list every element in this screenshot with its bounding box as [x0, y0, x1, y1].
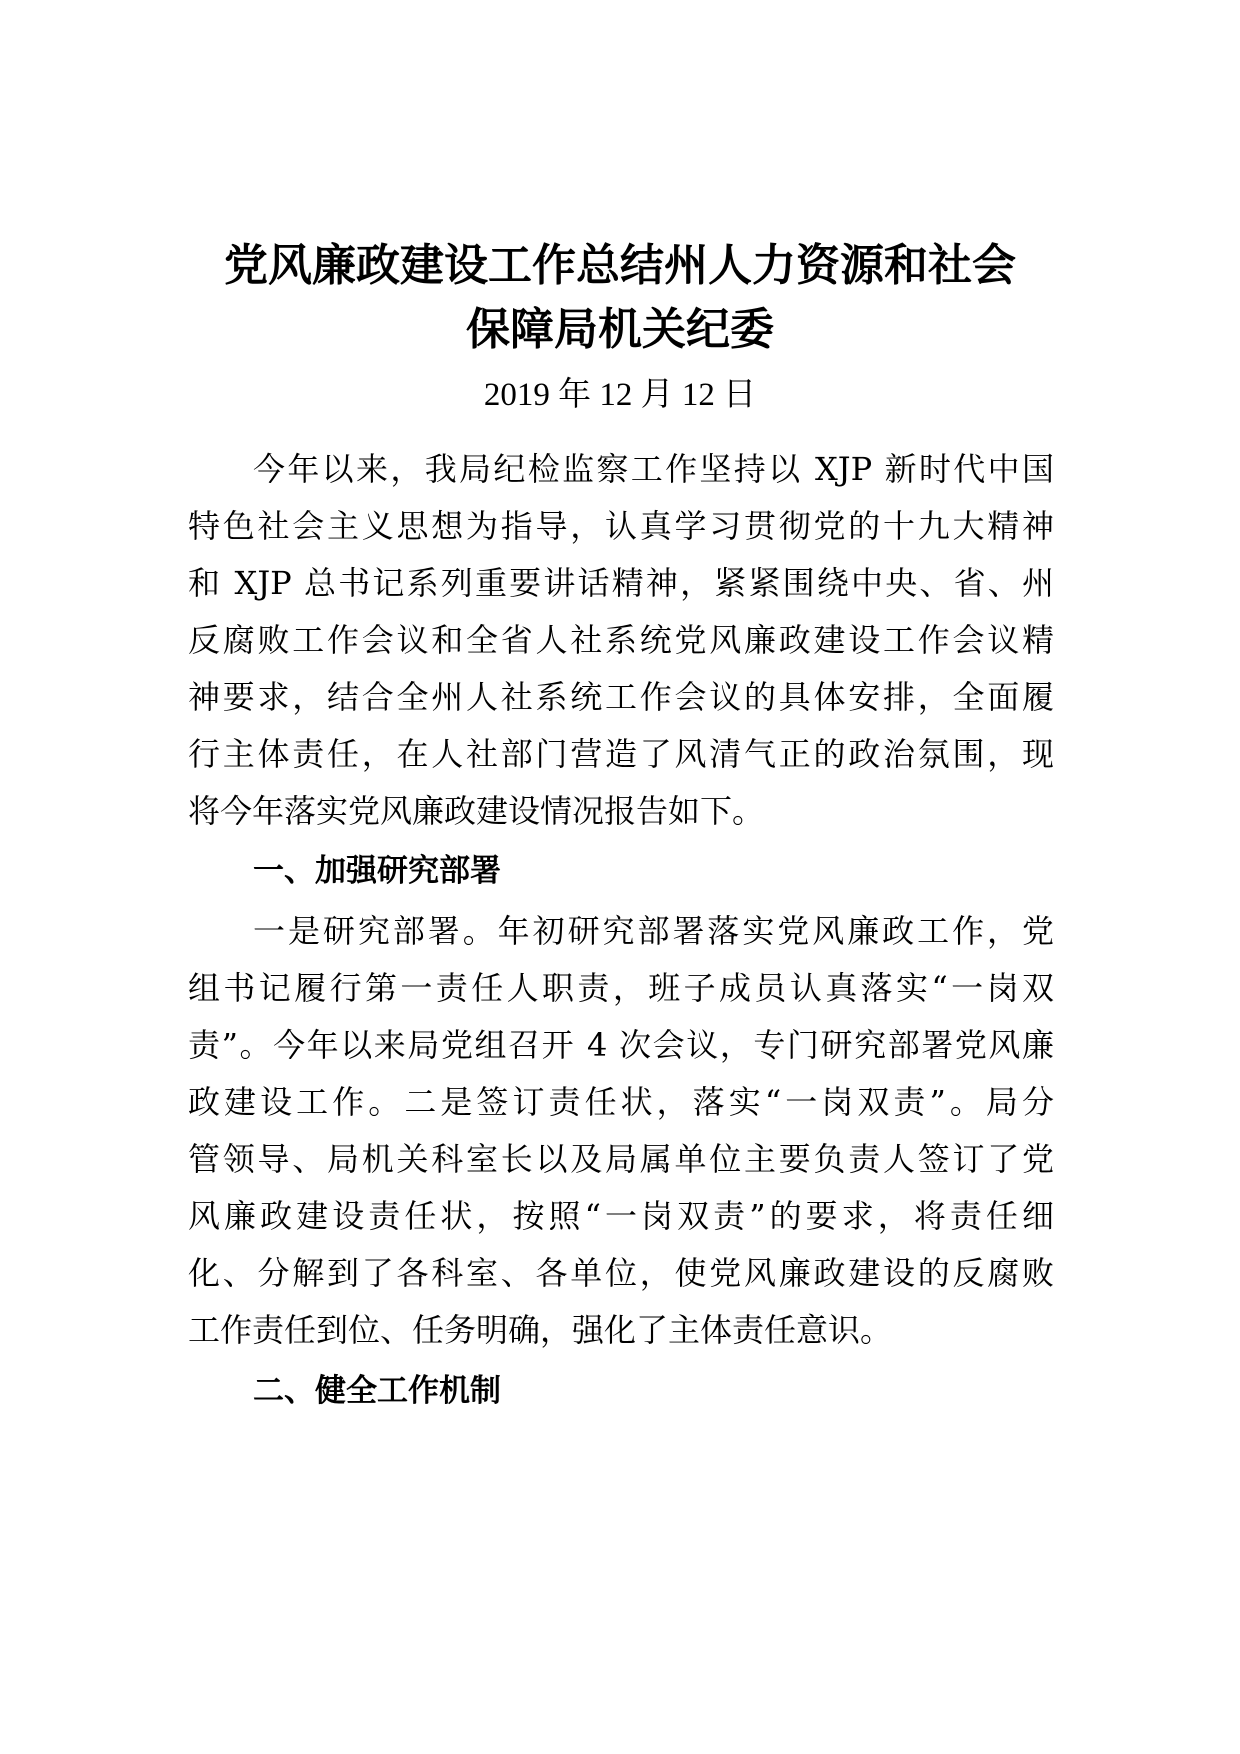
paragraph-line: 工作责任到位、任务明确，强化了主体责任意识。	[188, 1311, 893, 1349]
document-title-line-1: 党风廉政建设工作总结州人力资源和社会	[224, 240, 1016, 291]
paragraph-line: 神要求，结合全州人社系统工作会议的具体安排，全面履	[188, 678, 1054, 716]
document-date: 2019 年 12 月 12 日	[483, 377, 757, 413]
paragraph-line: 今年以来，我局纪检监察工作坚持以 XJP 新时代中国	[253, 450, 1054, 488]
paragraph-line: 反腐败工作会议和全省人社系统党风廉政建设工作会议精	[188, 621, 1054, 659]
paragraph-line: 行主体责任，在人社部门营造了风清气正的政治氛围，现	[188, 735, 1054, 773]
paragraph-line: 一是研究部署。年初研究部署落实党风廉政工作，党	[253, 912, 1054, 950]
document-title-line-2: 保障局机关纪委	[466, 304, 774, 355]
paragraph-line: 风廉政建设责任状，按照“一岗双责”的要求，将责任细	[188, 1197, 1054, 1235]
paragraph-line: 管领导、局机关科室长以及局属单位主要负责人签订了党	[188, 1140, 1054, 1178]
paragraph-line: 组书记履行第一责任人职责，班子成员认真落实“一岗双	[188, 969, 1054, 1007]
paragraph-line: 化、分解到了各科室、各单位，使党风廉政建设的反腐败	[188, 1254, 1054, 1292]
paragraph-line: 和 XJP 总书记系列重要讲话精神，紧紧围绕中央、省、州	[188, 564, 1054, 602]
paragraph-line: 将今年落实党风廉政建设情况报告如下。	[188, 792, 765, 830]
section-heading: 一、加强研究部署	[253, 853, 501, 889]
paragraph-line: 特色社会主义思想为指导，认真学习贯彻党的十九大精神	[188, 507, 1054, 545]
paragraph-line: 责”。今年以来局党组召开 4 次会议，专门研究部署党风廉	[188, 1026, 1054, 1064]
section-heading: 二、健全工作机制	[253, 1373, 501, 1409]
paragraph-line: 政建设工作。二是签订责任状，落实“一岗双责”。局分	[188, 1083, 1054, 1121]
